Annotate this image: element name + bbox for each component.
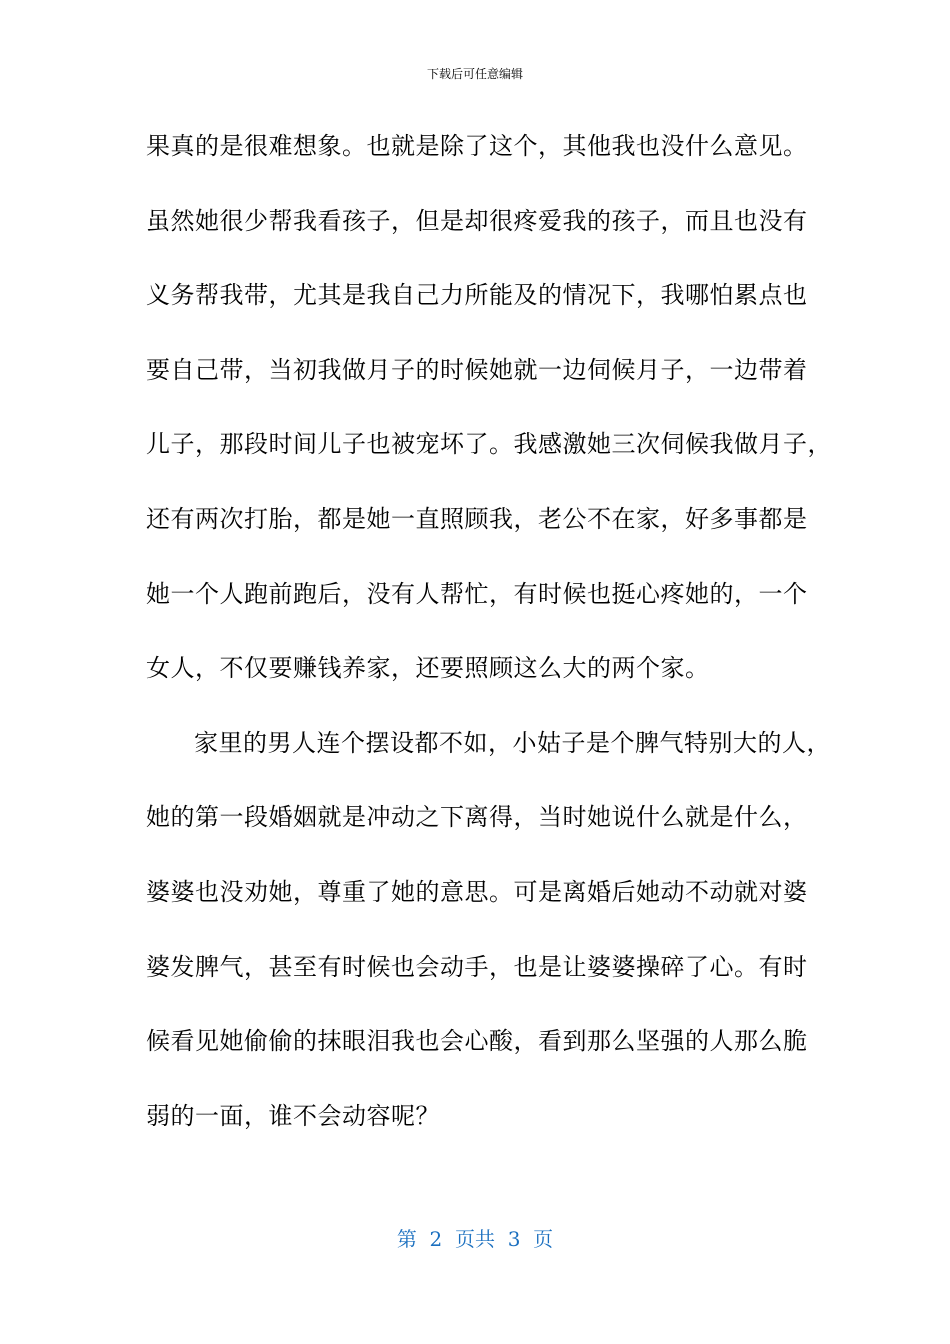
paragraph-first-line: 家里的男人连个摆设都不如，小姑子是个脾气特别大的人， [194,728,831,757]
text-line: 果真的是很难想象。也就是除了这个，其他我也没什么意见。 [146,132,808,160]
text-line: 候看见她偷偷的抹眼泪我也会心酸，看到那么坚强的人那么脆 [146,1027,808,1056]
text-line: 还有两次打胎，都是她一直照顾我，老公不在家，好多事都是 [146,504,808,533]
page-header: 下载后可任意编辑 [426,67,523,81]
text-line: 她的第一段婚姻就是冲动之下离得，当时她说什么就是什么， [146,803,808,832]
text-line: 虽然她很少帮我看孩子，但是却很疼爱我的孩子，而且也没有 [146,206,808,235]
text-line: 女人，不仅要赚钱养家，还要照顾这么大的两个家。 [146,654,710,683]
document-body [146,124,832,1168]
text-line: 儿子，那段时间儿子也被宠坏了。我感激她三次伺候我做月子， [146,430,832,459]
text-line: 她一个人跑前跑后，没有人帮忙，有时候也挺心疼她的，一个 [146,579,808,608]
text-line: 弱的一面，谁不会动容呢？ [146,1101,440,1130]
text-line: 婆发脾气，甚至有时候也会动手，也是让婆婆操碎了心。有时 [146,952,808,981]
text-line: 义务帮我带，尤其是我自己力所能及的情况下，我哪怕累点也 [146,281,808,310]
page-number-footer: 第 2 页共 3 页 [396,1227,554,1251]
text-line: 要自己带，当初我做月子的时候她就一边伺候月子，一边带着 [146,355,808,384]
text-line: 婆婆也没劝她，尊重了她的意思。可是离婚后她动不动就对婆 [146,877,808,906]
